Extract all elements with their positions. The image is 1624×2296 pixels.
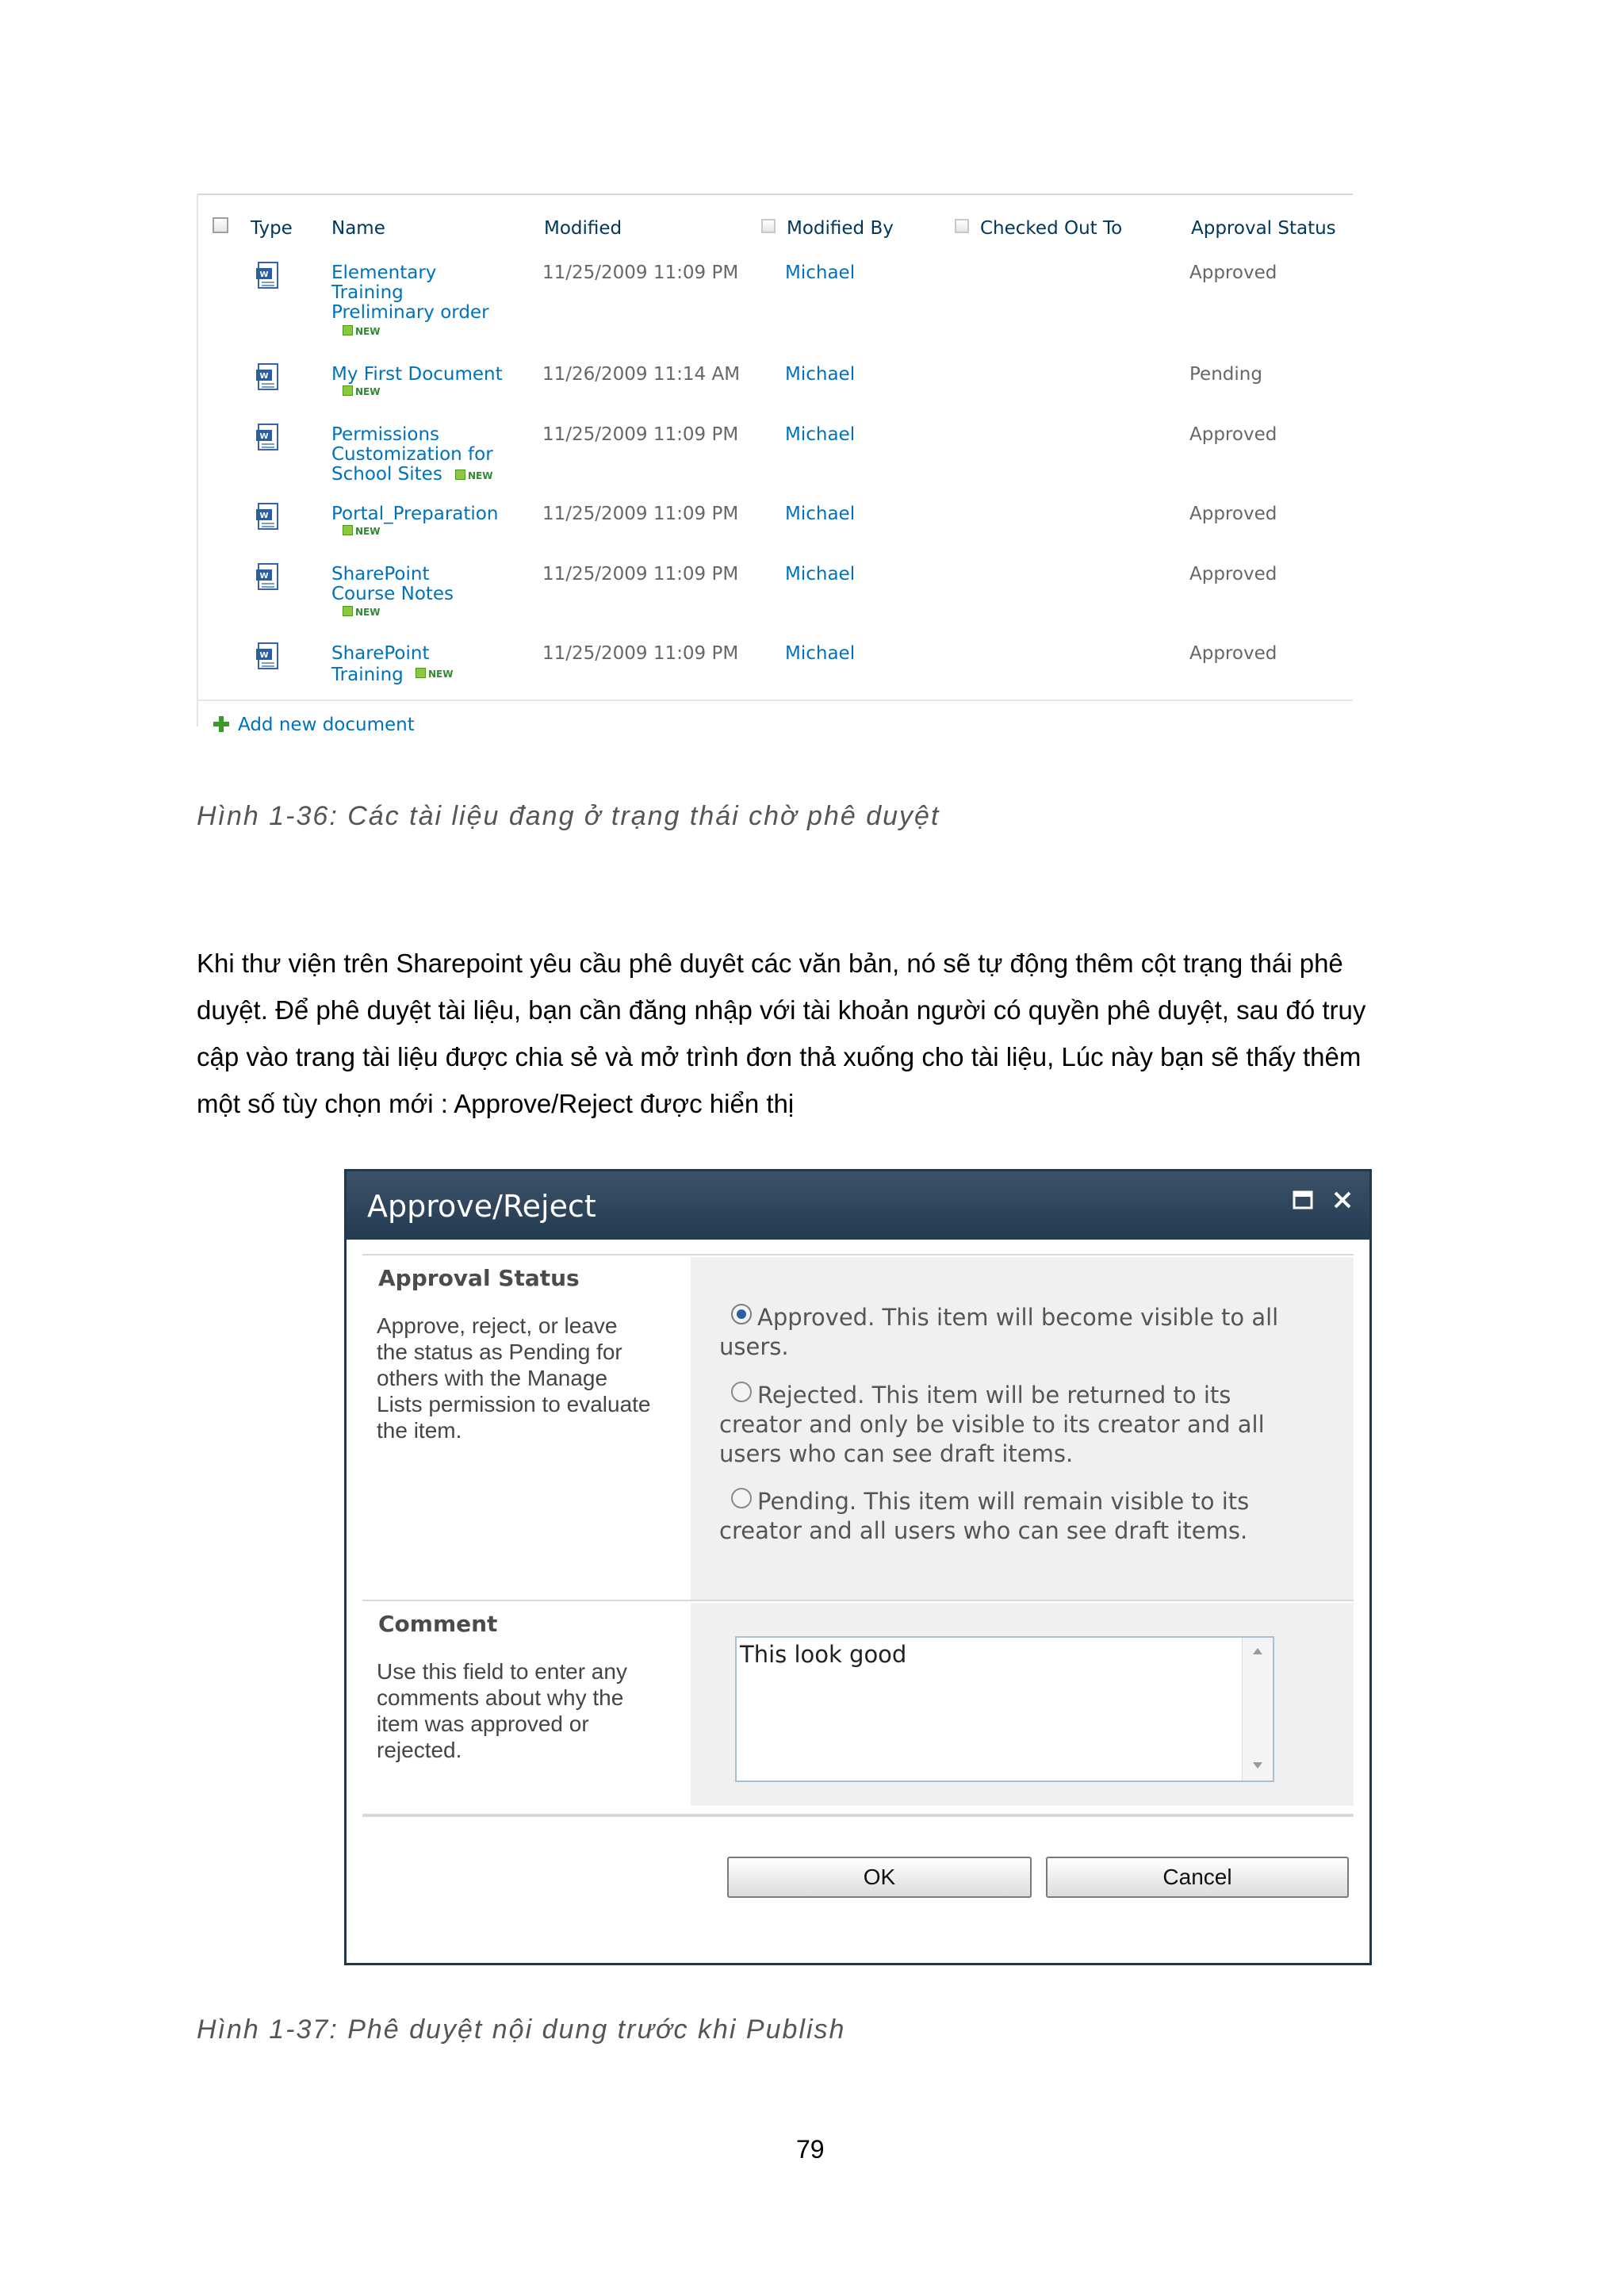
document-name-link[interactable]: Customization for <box>331 444 493 465</box>
figure-caption: Hình 1-37: Phê duyệt nội dung trước khi Publish <box>197 2014 846 2045</box>
rejected-option-label[interactable]: users who can see draft items. <box>719 1440 1074 1467</box>
modified-date: 11/26/2009 11:14 AM <box>542 364 741 385</box>
word-document-icon[interactable] <box>255 563 282 592</box>
approve-reject-dialog <box>344 1169 1372 1965</box>
modified-date: 11/25/2009 11:09 PM <box>542 424 739 445</box>
new-icon <box>343 606 353 616</box>
approval-status-title: Approval Status <box>378 1265 580 1291</box>
modified-by-link[interactable]: Michael <box>785 504 856 524</box>
new-icon <box>416 668 426 678</box>
modified-by-link[interactable]: Michael <box>785 424 856 445</box>
word-document-icon[interactable] <box>255 363 282 392</box>
dialog-titlebar <box>347 1171 1369 1240</box>
close-icon[interactable] <box>1331 1189 1354 1211</box>
body-line: Khi thư viện trên Sharepoint yêu cầu phê duyêt các văn bản, nó sẽ tự động thêm cột trạng thái phê <box>197 949 1343 978</box>
svg-text:W: W <box>259 432 269 441</box>
approval-status-value: Pending <box>1189 364 1262 385</box>
new-icon <box>343 525 353 535</box>
plus-icon[interactable] <box>213 715 230 733</box>
comment-text: This look good <box>740 1641 907 1668</box>
document-name-link[interactable]: Course Notes <box>331 584 454 604</box>
document-name-link[interactable]: Portal_Preparation <box>331 504 499 524</box>
svg-text:W: W <box>259 512 269 520</box>
modified-by-link[interactable]: Michael <box>785 564 856 585</box>
column-header-checked-out-to[interactable]: Checked Out To <box>980 218 1123 239</box>
new-badge: NEW <box>343 385 380 398</box>
approval-status-description: Lists permission to evaluate <box>377 1392 651 1416</box>
document-name-link[interactable]: Elementary <box>331 263 437 283</box>
comment-description: item was approved or <box>377 1711 589 1736</box>
ok-button[interactable]: OK <box>727 1857 1032 1898</box>
maximize-icon[interactable] <box>1292 1189 1314 1211</box>
comment-description: Use this field to enter any <box>377 1659 627 1684</box>
approval-status-description: the status as Pending for <box>377 1340 622 1364</box>
rejected-radio[interactable] <box>730 1381 753 1403</box>
modified-by-link[interactable]: Michael <box>785 263 856 283</box>
scroll-up-icon[interactable] <box>1252 1647 1263 1655</box>
pending-option-label[interactable]: Pending. This item will remain visible to its <box>757 1488 1250 1515</box>
approval-status-description: Approve, reject, or leave <box>377 1313 618 1338</box>
pending-radio[interactable] <box>730 1487 753 1509</box>
pending-option-label[interactable]: creator and all users who can see draft items. <box>719 1517 1248 1544</box>
column-header-type[interactable]: Type <box>251 218 293 239</box>
svg-text:W: W <box>259 651 269 660</box>
new-badge: NEW <box>455 470 492 482</box>
figure-caption: Hình 1-36: Các tài liệu đang ở trạng thái chờ phê duyệt <box>197 801 940 831</box>
page-number: 79 <box>796 2135 825 2164</box>
new-badge: NEW <box>416 668 453 680</box>
comment-title: Comment <box>378 1611 498 1637</box>
dialog-title: Approve/Reject <box>367 1189 596 1224</box>
comment-description: rejected. <box>377 1738 462 1762</box>
modified-by-link[interactable]: Michael <box>785 643 856 664</box>
approval-status-value: Approved <box>1189 504 1277 524</box>
document-name-link[interactable]: Permissions <box>331 424 440 445</box>
document-name-link[interactable]: Training <box>331 282 404 303</box>
body-line: một số tùy chọn mới : Approve/Reject được hiển thị <box>197 1089 795 1118</box>
select-all-checkbox[interactable] <box>213 217 228 233</box>
svg-text:W: W <box>259 372 269 381</box>
new-badge: NEW <box>343 325 380 338</box>
column-header-modified[interactable]: Modified <box>544 218 622 239</box>
modified-by-filter-checkbox[interactable] <box>761 219 776 233</box>
library-top-border <box>197 194 1353 195</box>
approval-status-value: Approved <box>1189 643 1277 664</box>
approved-option-label[interactable]: Approved. This item will become visible to all <box>757 1304 1279 1331</box>
word-document-icon[interactable] <box>255 262 282 290</box>
approval-status-value: Approved <box>1189 263 1277 283</box>
comment-textarea[interactable] <box>735 1636 1274 1782</box>
approval-status-description: the item. <box>377 1418 462 1443</box>
comment-scrollbar[interactable] <box>1242 1638 1273 1780</box>
approval-status-value: Approved <box>1189 424 1277 445</box>
word-document-icon[interactable] <box>255 503 282 531</box>
comment-description: comments about why the <box>377 1685 624 1710</box>
approval-status-description: others with the Manage <box>377 1366 608 1390</box>
approved-option-label[interactable]: users. <box>719 1333 789 1360</box>
cancel-button[interactable]: Cancel <box>1046 1857 1349 1898</box>
document-library <box>197 194 1353 735</box>
rejected-option-label[interactable]: Rejected. This item will be returned to its <box>757 1382 1231 1409</box>
document-name-link[interactable]: Preliminary order <box>331 302 489 323</box>
document-name-link[interactable]: Training <box>331 665 404 685</box>
new-icon <box>343 385 353 396</box>
new-badge: NEW <box>343 606 380 619</box>
add-new-document-link[interactable]: Add new document <box>238 715 415 735</box>
modified-by-link[interactable]: Michael <box>785 364 856 385</box>
rejected-option-label[interactable]: creator and only be visible to its creator and all <box>719 1411 1265 1438</box>
document-name-link[interactable]: SharePoint <box>331 564 430 585</box>
checked-out-to-filter-checkbox[interactable] <box>955 219 969 233</box>
document-name-link[interactable]: School Sites <box>331 464 442 485</box>
word-document-icon[interactable] <box>255 642 282 671</box>
library-footer-divider <box>197 700 1353 701</box>
column-header-approval-status[interactable]: Approval Status <box>1191 218 1336 239</box>
document-name-link[interactable]: My First Document <box>331 364 503 385</box>
modified-date: 11/25/2009 11:09 PM <box>542 263 739 283</box>
new-badge: NEW <box>343 525 380 538</box>
svg-text:W: W <box>259 572 269 581</box>
modified-date: 11/25/2009 11:09 PM <box>542 504 739 524</box>
column-header-modified-by[interactable]: Modified By <box>787 218 894 239</box>
scroll-down-icon[interactable] <box>1252 1761 1263 1769</box>
column-header-name[interactable]: Name <box>331 218 385 239</box>
document-name-link[interactable]: SharePoint <box>331 643 430 664</box>
modified-date: 11/25/2009 11:09 PM <box>542 564 739 585</box>
section-top-divider <box>362 1254 1354 1255</box>
section-divider <box>362 1600 1354 1601</box>
svg-text:W: W <box>259 270 269 279</box>
body-line: cập vào trang tài liệu được chia sẻ và mở trình đơn thả xuống cho tài liệu, Lúc này bạn sẽ thấy thêm <box>197 1042 1362 1071</box>
library-left-border <box>197 194 198 726</box>
approved-radio[interactable] <box>730 1303 753 1325</box>
modified-date: 11/25/2009 11:09 PM <box>542 643 739 664</box>
word-document-icon[interactable] <box>255 424 282 452</box>
approval-status-value: Approved <box>1189 564 1277 585</box>
new-icon <box>455 470 465 480</box>
new-icon <box>343 325 353 335</box>
button-bar-divider <box>362 1814 1354 1817</box>
body-line: duyệt. Để phê duyệt tài liệu, bạn cần đăng nhập với tài khoản người có quyền phê duyệt, sau đó truy <box>197 995 1366 1025</box>
